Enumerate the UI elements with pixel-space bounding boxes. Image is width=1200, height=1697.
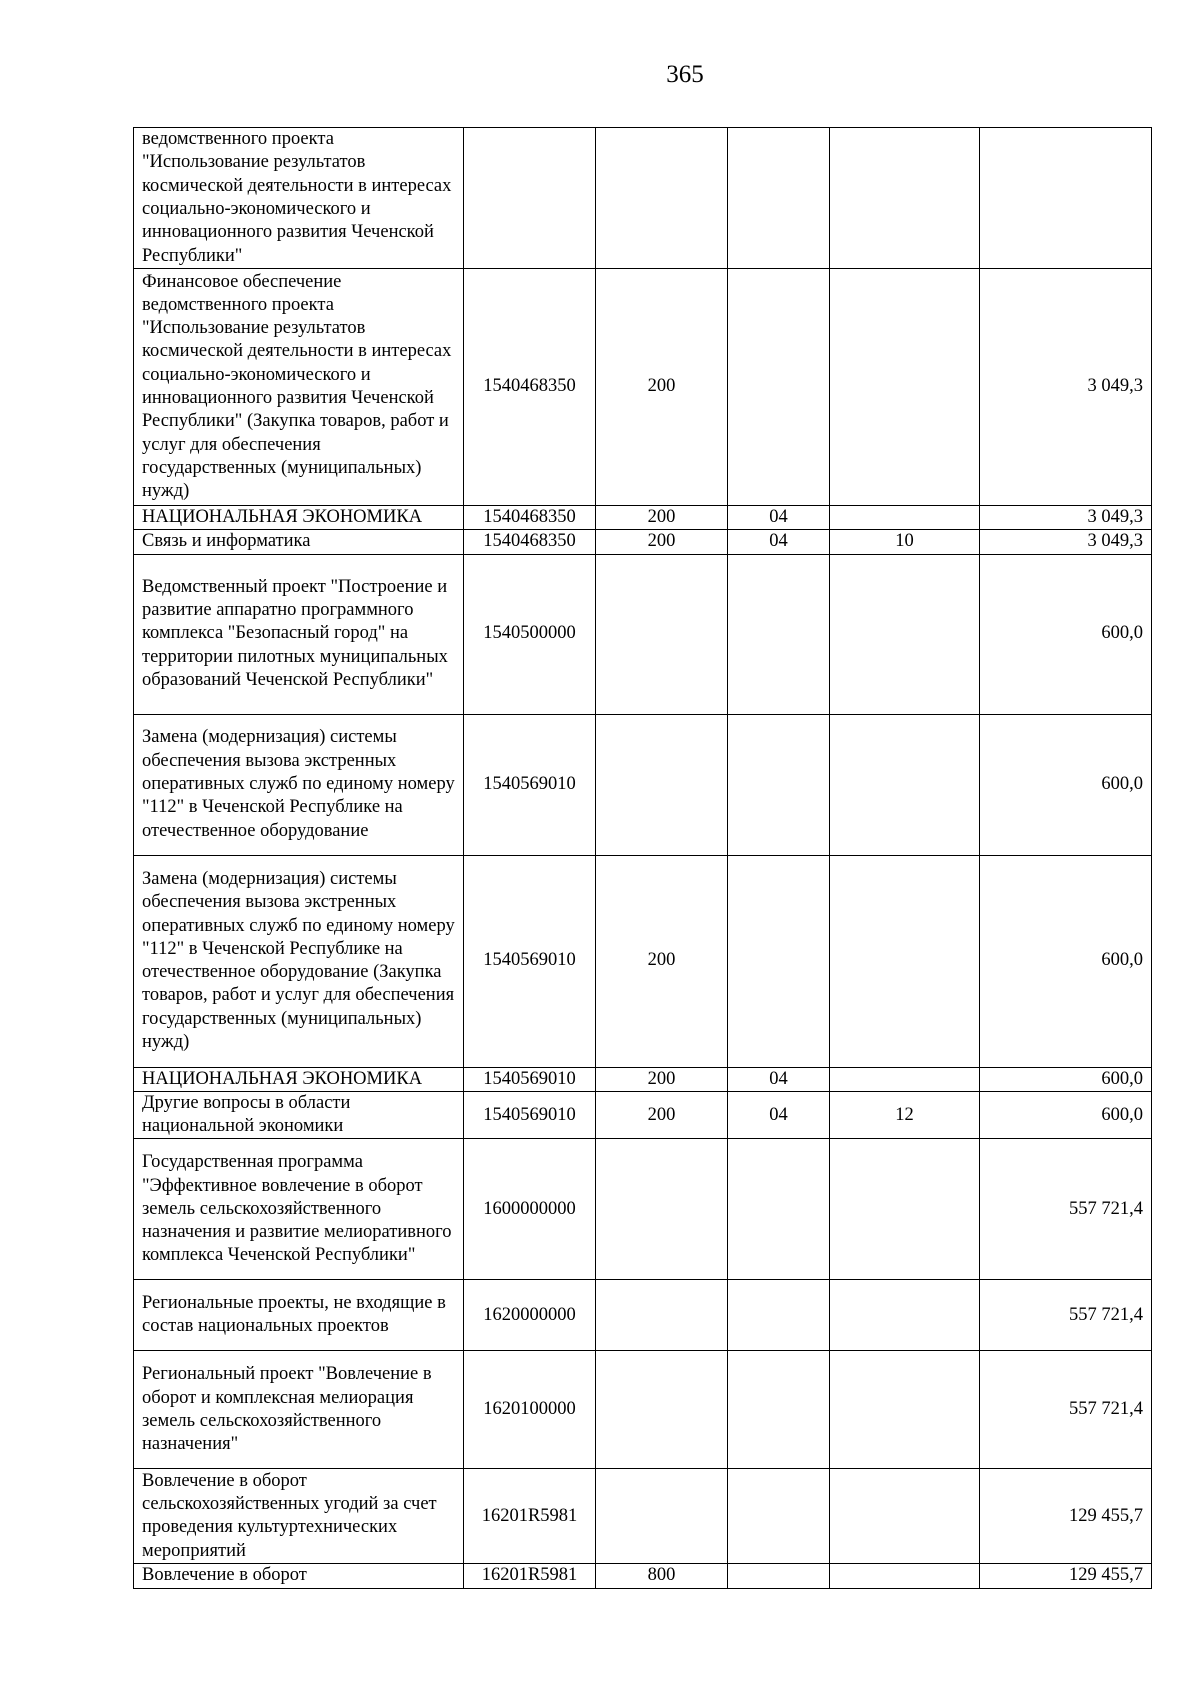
cell-section — [728, 855, 830, 1067]
cell-subsection — [830, 1280, 980, 1351]
cell-expense-type — [596, 1351, 728, 1469]
cell-code: 16201R5981 — [464, 1564, 596, 1588]
cell-name: Государственная программа "Эффективное вовлечение в оборот земель сельскохозяйственного назначения и развитие мелиоративного комплекса Чеченской Республики" — [134, 1139, 464, 1280]
cell-name: ведомственного проекта "Использование результатов космической деятельности в интересах социально-экономического и инновационного развития Чеченской Республики" — [134, 128, 464, 269]
cell-section — [728, 714, 830, 855]
table-row — [134, 269, 1152, 506]
table-body — [134, 128, 1152, 1589]
cell-section — [728, 554, 830, 714]
cell-amount: 600,0 — [980, 855, 1152, 1067]
cell-code — [464, 128, 596, 269]
cell-expense-type: 200 — [596, 855, 728, 1067]
cell-subsection: 10 — [830, 530, 980, 554]
page-number: 365 — [666, 61, 704, 88]
cell-section: 04 — [728, 1067, 830, 1091]
cell-expense-type — [596, 554, 728, 714]
cell-section: 04 — [728, 1091, 830, 1139]
cell-expense-type — [596, 128, 728, 269]
cell-code: 1620100000 — [464, 1351, 596, 1469]
cell-expense-type: 200 — [596, 1091, 728, 1139]
cell-amount: 600,0 — [980, 554, 1152, 714]
cell-subsection — [830, 1139, 980, 1280]
cell-section — [728, 1564, 830, 1588]
cell-name: Вовлечение в оборот сельскохозяйственных угодий за счет проведения культуртехнических мероприятий — [134, 1469, 464, 1564]
cell-amount: 600,0 — [980, 714, 1152, 855]
cell-amount — [980, 128, 1152, 269]
cell-code: 1620000000 — [464, 1280, 596, 1351]
table-row — [134, 1469, 1152, 1564]
cell-subsection — [830, 714, 980, 855]
cell-code: 1540569010 — [464, 855, 596, 1067]
cell-subsection — [830, 1067, 980, 1091]
cell-name: Региональные проекты, не входящие в состав национальных проектов — [134, 1280, 464, 1351]
cell-subsection — [830, 554, 980, 714]
cell-amount: 3 049,3 — [980, 530, 1152, 554]
cell-expense-type — [596, 1139, 728, 1280]
cell-section: 04 — [728, 506, 830, 530]
table-row — [134, 1564, 1152, 1588]
table-row — [134, 506, 1152, 530]
cell-name: Замена (модернизация) системы обеспечения вызова экстренных оперативных служб по единому номеру "112" в Чеченской Республике на отечественное оборудование — [134, 714, 464, 855]
table-row — [134, 855, 1152, 1067]
table-row — [134, 714, 1152, 855]
cell-subsection — [830, 128, 980, 269]
cell-code: 1540468350 — [464, 506, 596, 530]
cell-amount: 557 721,4 — [980, 1280, 1152, 1351]
cell-expense-type: 200 — [596, 506, 728, 530]
cell-code: 1540468350 — [464, 269, 596, 506]
cell-code: 1540569010 — [464, 714, 596, 855]
cell-expense-type: 200 — [596, 1067, 728, 1091]
cell-expense-type — [596, 714, 728, 855]
table-row — [134, 1067, 1152, 1091]
table-row — [134, 1280, 1152, 1351]
cell-code: 16201R5981 — [464, 1469, 596, 1564]
table-row — [134, 554, 1152, 714]
cell-name: Вовлечение в оборот — [134, 1564, 464, 1588]
cell-section — [728, 269, 830, 506]
cell-subsection — [830, 1564, 980, 1588]
cell-section: 04 — [728, 530, 830, 554]
cell-amount: 3 049,3 — [980, 506, 1152, 530]
cell-expense-type: 200 — [596, 530, 728, 554]
cell-section — [728, 1469, 830, 1564]
table-row — [134, 1091, 1152, 1139]
cell-expense-type: 800 — [596, 1564, 728, 1588]
cell-section — [728, 1139, 830, 1280]
cell-code: 1540569010 — [464, 1067, 596, 1091]
cell-subsection: 12 — [830, 1091, 980, 1139]
cell-subsection — [830, 1351, 980, 1469]
cell-code: 1540569010 — [464, 1091, 596, 1139]
cell-amount: 557 721,4 — [980, 1351, 1152, 1469]
cell-subsection — [830, 506, 980, 530]
cell-subsection — [830, 269, 980, 506]
cell-code: 1540500000 — [464, 554, 596, 714]
cell-name: Связь и информатика — [134, 530, 464, 554]
table-row — [134, 1351, 1152, 1469]
cell-name: Другие вопросы в области национальной экономики — [134, 1091, 464, 1139]
cell-amount: 129 455,7 — [980, 1564, 1152, 1588]
table-row — [134, 530, 1152, 554]
cell-section — [728, 128, 830, 269]
table-row — [134, 128, 1152, 269]
cell-name: НАЦИОНАЛЬНАЯ ЭКОНОМИКА — [134, 1067, 464, 1091]
cell-amount: 3 049,3 — [980, 269, 1152, 506]
cell-subsection — [830, 1469, 980, 1564]
cell-expense-type: 200 — [596, 269, 728, 506]
cell-section — [728, 1280, 830, 1351]
cell-amount: 557 721,4 — [980, 1139, 1152, 1280]
cell-amount: 600,0 — [980, 1067, 1152, 1091]
cell-section — [728, 1351, 830, 1469]
cell-code: 1600000000 — [464, 1139, 596, 1280]
cell-code: 1540468350 — [464, 530, 596, 554]
budget-table — [133, 127, 1152, 1589]
cell-name: Региональный проект "Вовлечение в оборот и комплексная мелиорация земель сельскохозяйственного назначения" — [134, 1351, 464, 1469]
cell-name: Финансовое обеспечение ведомственного проекта "Использование результатов космической деятельности в интересах социально-экономического и инновационного развития Чеченской Республики" (Закупка товаров, работ и услуг для обеспечения государственных (муниципальных) нужд) — [134, 269, 464, 506]
cell-amount: 129 455,7 — [980, 1469, 1152, 1564]
cell-name: НАЦИОНАЛЬНАЯ ЭКОНОМИКА — [134, 506, 464, 530]
cell-expense-type — [596, 1469, 728, 1564]
cell-expense-type — [596, 1280, 728, 1351]
cell-name: Ведомственный проект "Построение и развитие аппаратно программного комплекса "Безопасный город" на территории пилотных муниципальных образований Чеченской Республики" — [134, 554, 464, 714]
cell-subsection — [830, 855, 980, 1067]
cell-amount: 600,0 — [980, 1091, 1152, 1139]
cell-name: Замена (модернизация) системы обеспечения вызова экстренных оперативных служб по единому номеру "112" в Чеченской Республике на отечественное оборудование (Закупка товаров, работ и услуг для обеспечения государственных (муниципальных) нужд) — [134, 855, 464, 1067]
table-row — [134, 1139, 1152, 1280]
